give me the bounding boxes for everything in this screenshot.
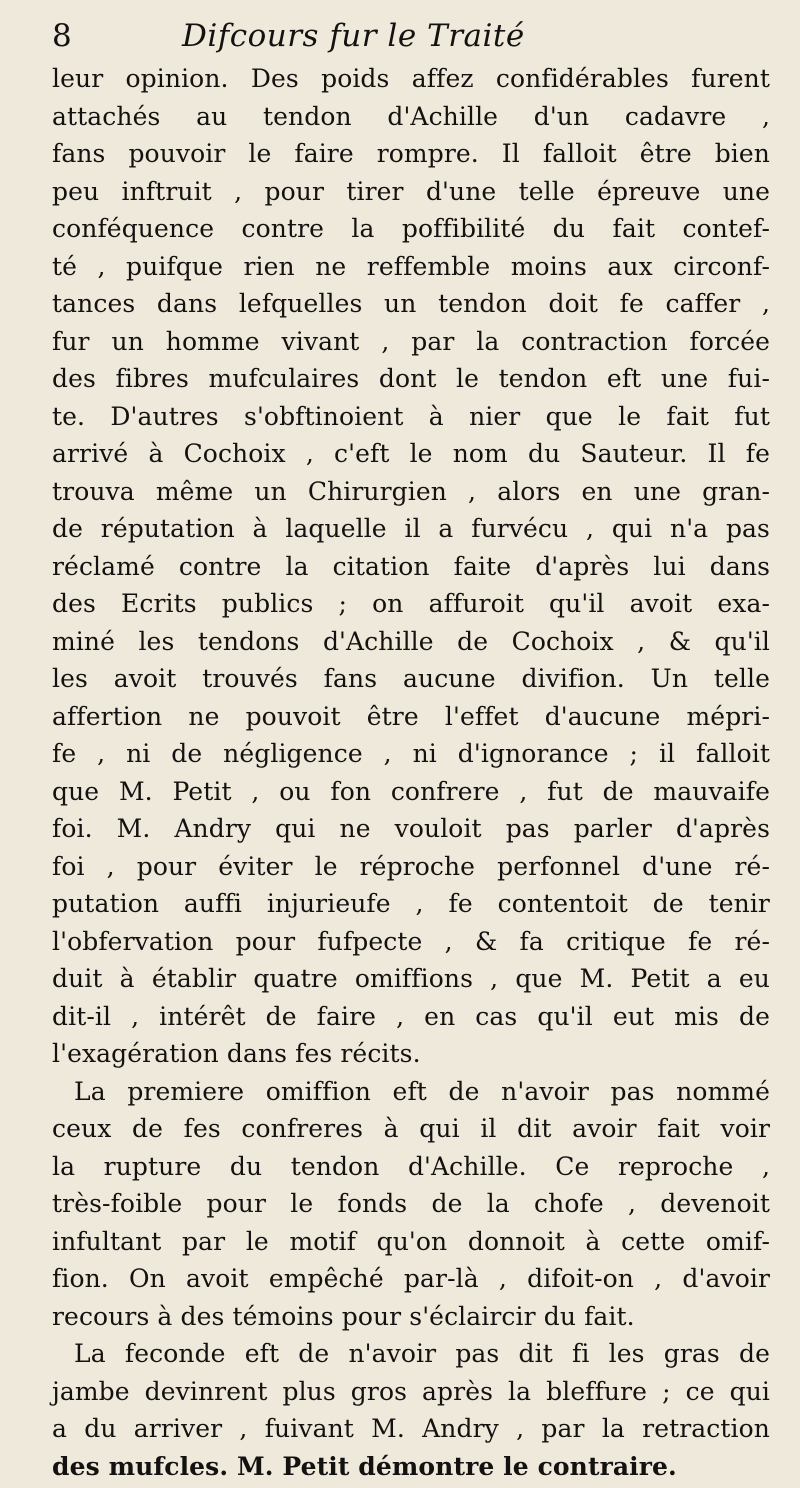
text-line: de réputation à laquelle il a furvécu , qui n'a pas bbox=[52, 514, 770, 543]
text-line: ceux de fes confreres à qui il dit avoir fait voir bbox=[52, 1114, 770, 1143]
text-line: fans pouvoir le faire rompre. Il falloit être bien bbox=[52, 139, 770, 168]
text-line: tances dans lefquelles un tendon doit fe caffer , bbox=[52, 289, 770, 318]
text-line: dit-il , intérêt de faire , en cas qu'il eut mis de bbox=[52, 1001, 770, 1031]
text-line: peu inftruit , pour tirer d'une telle épreuve une bbox=[52, 176, 770, 206]
text-line: arrivé à Cochoix , c'eft le nom du Sauteur. Il fe bbox=[52, 439, 770, 468]
text-line: infultant par le motif qu'on donnoit à cette omif- bbox=[52, 1226, 770, 1256]
text-line: les avoit trouvés fans aucune divifion. Un telle bbox=[52, 664, 770, 693]
text-line: recours à des témoins pour s'éclaircir du fait. bbox=[52, 1301, 635, 1331]
text-line: des fibres mufculaires dont le tendon eft une fui- bbox=[52, 364, 770, 393]
text-line: des mufcles. M. Petit démontre le contraire. bbox=[52, 1451, 677, 1481]
text-line: foi , pour éviter le réproche perfonnel d'une ré- bbox=[52, 851, 770, 881]
running-head bbox=[52, 14, 770, 58]
text-body bbox=[52, 60, 770, 1485]
text-line: attachés au tendon d'Achille d'un cadavre , bbox=[52, 101, 770, 131]
text-line: que M. Petit , ou fon confrere , fut de mauvaife bbox=[52, 776, 770, 806]
text-line: La feconde eft de n'avoir pas dit fi les gras de bbox=[74, 1339, 770, 1368]
text-line: La premiere omiffion eft de n'avoir pas nommé bbox=[74, 1076, 770, 1106]
text-line: la rupture du tendon d'Achille. Ce reproche , bbox=[52, 1151, 770, 1181]
text-line: putation auffi injurieufe , fe contentoit de tenir bbox=[52, 889, 770, 918]
text-line: miné les tendons d'Achille de Cochoix , & qu'il bbox=[52, 626, 770, 656]
text-line: duit à établir quatre omiffions , que M. Petit a eu bbox=[52, 964, 770, 993]
text-line: fe , ni de négligence , ni d'ignorance ; il falloit bbox=[52, 739, 770, 768]
text-line: fion. On avoit empêché par-là , difoit-on , d'avoir bbox=[52, 1264, 770, 1293]
text-line: conféquence contre la poffibilité du fait contef- bbox=[52, 214, 770, 243]
text-line: a du arriver , fuivant M. Andry , par la retraction bbox=[52, 1414, 770, 1443]
text-line: très-foible pour le fonds de la chofe , devenoit bbox=[52, 1189, 770, 1218]
text-line: jambe devinrent plus gros après la bleffure ; ce qui bbox=[52, 1376, 770, 1406]
text-line: fur un homme vivant , par la contraction forcée bbox=[52, 326, 770, 356]
text-line: des Ecrits publics ; on affuroit qu'il avoit exa- bbox=[52, 589, 770, 618]
text-line: foi. M. Andry qui ne vouloit pas parler d'après bbox=[52, 814, 770, 843]
text-line: trouva même un Chirurgien , alors en une gran- bbox=[52, 476, 770, 506]
page-number: 8 bbox=[52, 18, 72, 54]
text-line: l'obfervation pour fufpecte , & fa critique fe ré- bbox=[52, 926, 770, 956]
text-line: te. D'autres s'obftinoient à nier que le fait fut bbox=[52, 401, 770, 431]
text-line: té , puifque rien ne reffemble moins aux circonf- bbox=[52, 251, 770, 281]
text-line: affertion ne pouvoit être l'effet d'aucune mépri- bbox=[52, 701, 770, 731]
text-line: réclamé contre la citation faite d'après lui dans bbox=[52, 551, 770, 581]
text-line: l'exagération dans fes récits. bbox=[52, 1039, 421, 1068]
text-line: leur opinion. Des poids affez confidérables furent bbox=[52, 64, 770, 93]
running-title: Difcours fur le Traité bbox=[182, 18, 525, 54]
